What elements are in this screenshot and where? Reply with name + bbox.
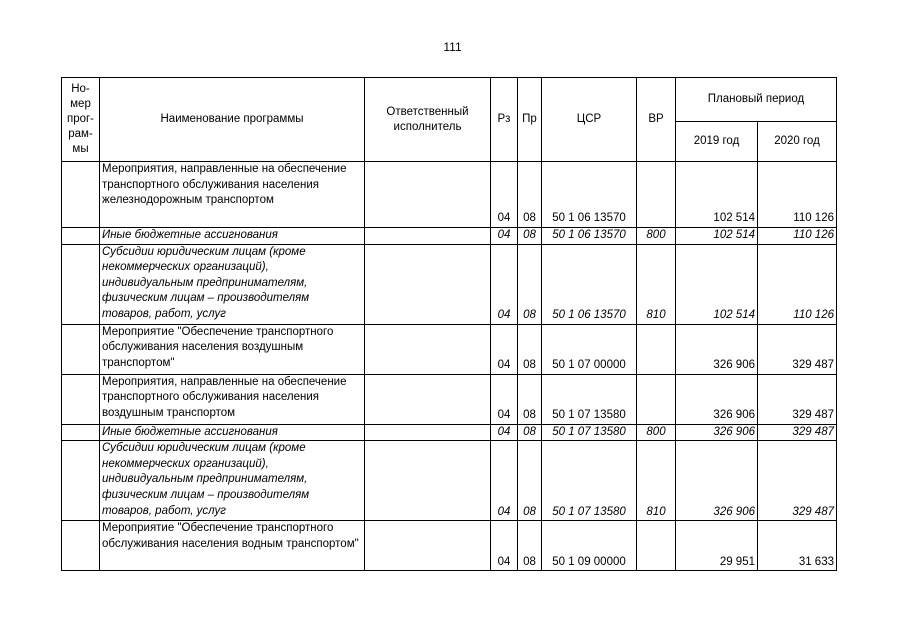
table-row: [62, 441, 837, 521]
table-row: [62, 228, 837, 245]
cell-rz: 04: [491, 441, 518, 521]
cell-2020: 110 126: [758, 228, 837, 245]
header-executor: Ответственный исполнитель: [365, 78, 491, 162]
cell-program-name: Мероприятия, направленные на обеспечение транспортного обслуживания населения воздушным транспортом: [100, 374, 365, 424]
cell-program-name: Иные бюджетные ассигнования: [100, 424, 365, 441]
table-row: [62, 424, 837, 441]
page-number: 111: [443, 40, 462, 54]
cell-2019: 102 514: [676, 244, 758, 324]
cell-csr: 50 1 09 00000: [542, 521, 637, 571]
cell-executor: [365, 244, 491, 324]
cell-program-number: [62, 324, 100, 374]
cell-program-name: Иные бюджетные ассигнования: [100, 228, 365, 245]
cell-vr: [637, 374, 676, 424]
cell-executor: [365, 374, 491, 424]
cell-program-number: [62, 162, 100, 228]
cell-rz: 04: [491, 521, 518, 571]
cell-2019: 102 514: [676, 162, 758, 228]
cell-csr: 50 1 06 13570: [542, 162, 637, 228]
cell-program-name: Мероприятия, направленные на обеспечение транспортного обслуживания населения железнодорожным транспортом: [100, 162, 365, 228]
cell-program-number: [62, 374, 100, 424]
cell-rz: 04: [491, 424, 518, 441]
cell-program-name: Мероприятие "Обеспечение транспортного обслуживания населения водным транспортом": [100, 521, 365, 571]
cell-executor: [365, 424, 491, 441]
table-body: [62, 162, 837, 571]
cell-executor: [365, 441, 491, 521]
table-row: [62, 521, 837, 571]
budget-table: [61, 77, 837, 571]
cell-executor: [365, 324, 491, 374]
cell-executor: [365, 228, 491, 245]
cell-rz: 04: [491, 374, 518, 424]
header-pr: Пр: [518, 78, 542, 162]
cell-vr: [637, 521, 676, 571]
table-row: [62, 244, 837, 324]
cell-2020: 110 126: [758, 162, 837, 228]
table-row: [62, 324, 837, 374]
cell-2019: 326 906: [676, 441, 758, 521]
cell-2020: 329 487: [758, 441, 837, 521]
cell-program-number: [62, 228, 100, 245]
cell-csr: 50 1 07 13580: [542, 374, 637, 424]
header-csr: ЦСР: [542, 78, 637, 162]
cell-csr: 50 1 07 13580: [542, 441, 637, 521]
cell-pr: 08: [518, 374, 542, 424]
cell-2020: 329 487: [758, 324, 837, 374]
cell-rz: 04: [491, 228, 518, 245]
header-plan-period: Плановый период: [676, 78, 837, 122]
cell-program-name: Субсидии юридическим лицам (кроме некоммерческих организаций), индивидуальным предпринимателям, физическим лицам – производителям товаров, работ, услуг: [100, 244, 365, 324]
cell-2019: 29 951: [676, 521, 758, 571]
cell-vr: 810: [637, 244, 676, 324]
header-program-number: [62, 78, 100, 162]
cell-vr: [637, 162, 676, 228]
cell-pr: 08: [518, 244, 542, 324]
cell-pr: 08: [518, 521, 542, 571]
cell-rz: 04: [491, 162, 518, 228]
cell-2019: 326 906: [676, 374, 758, 424]
cell-2020: 329 487: [758, 374, 837, 424]
cell-program-name: Субсидии юридическим лицам (кроме некоммерческих организаций), индивидуальным предпринимателям, физическим лицам – производителям товаров, работ, услуг: [100, 441, 365, 521]
cell-rz: 04: [491, 324, 518, 374]
cell-executor: [365, 521, 491, 571]
cell-pr: 08: [518, 228, 542, 245]
cell-pr: 08: [518, 324, 542, 374]
cell-program-number: [62, 244, 100, 324]
cell-vr: 810: [637, 441, 676, 521]
cell-program-name: Мероприятие "Обеспечение транспортного обслуживания населения воздушным транспортом": [100, 324, 365, 374]
cell-program-number: [62, 424, 100, 441]
cell-program-number: [62, 521, 100, 571]
header-year-2019: 2019 год: [676, 122, 758, 162]
cell-csr: 50 1 07 13580: [542, 424, 637, 441]
header-rz: Рз: [491, 78, 518, 162]
cell-csr: 50 1 06 13570: [542, 228, 637, 245]
cell-2020: 110 126: [758, 244, 837, 324]
cell-csr: 50 1 06 13570: [542, 244, 637, 324]
cell-vr: 800: [637, 228, 676, 245]
cell-2019: 102 514: [676, 228, 758, 245]
cell-rz: 04: [491, 244, 518, 324]
cell-csr: 50 1 07 00000: [542, 324, 637, 374]
cell-2019: 326 906: [676, 424, 758, 441]
cell-vr: [637, 324, 676, 374]
cell-vr: 800: [637, 424, 676, 441]
header-vr: ВР: [637, 78, 676, 162]
cell-program-number: [62, 441, 100, 521]
cell-executor: [365, 162, 491, 228]
cell-pr: 08: [518, 424, 542, 441]
cell-2020: 329 487: [758, 424, 837, 441]
header-program-number-text: Но-мер прог-рам-мы: [66, 83, 95, 155]
cell-2020: 31 633: [758, 521, 837, 571]
table-row: [62, 162, 837, 228]
table-row: [62, 374, 837, 424]
cell-pr: 08: [518, 441, 542, 521]
header-year-2020: 2020 год: [758, 122, 837, 162]
cell-2019: 326 906: [676, 324, 758, 374]
cell-pr: 08: [518, 162, 542, 228]
header-program-name: Наименование программы: [100, 78, 365, 162]
